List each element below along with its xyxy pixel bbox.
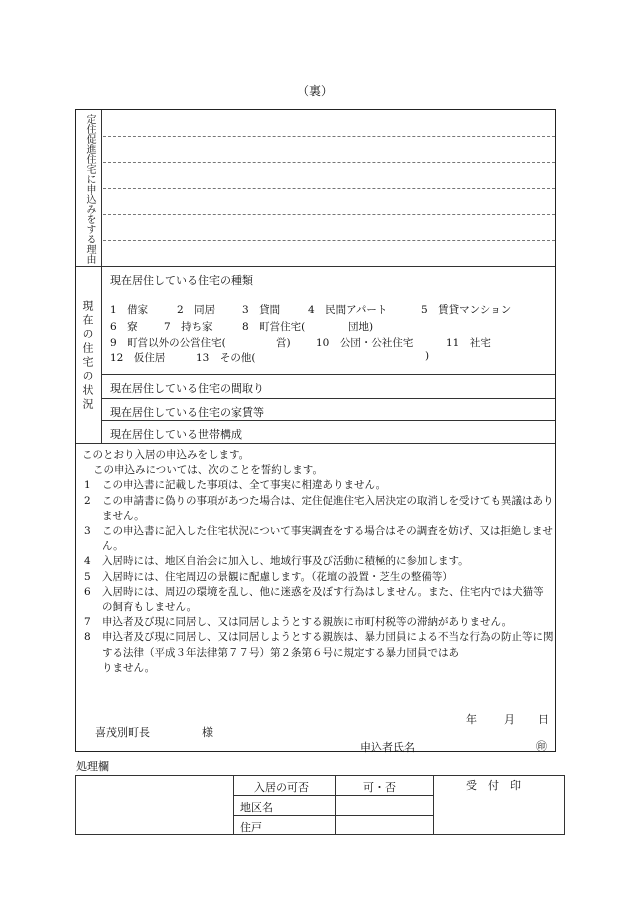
proc-row-label: 地区名 xyxy=(240,801,273,814)
reason-line-3[interactable] xyxy=(103,188,555,189)
page-title: （裏） xyxy=(296,84,333,98)
proc-row-divider-2 xyxy=(233,815,433,816)
reason-line-2[interactable] xyxy=(103,162,555,163)
proc-row-label: 入居の可否 xyxy=(254,781,309,794)
proc-col-divider-1 xyxy=(233,775,234,835)
option-2[interactable]: 2 同居 xyxy=(177,304,216,316)
proc-col-divider-3 xyxy=(433,775,434,835)
date-month[interactable]: 月 xyxy=(504,713,515,726)
seal-mark: ㊞ xyxy=(536,740,547,753)
layout-label: 現在居住している住宅の間取り xyxy=(110,382,264,395)
applicant-name-label: 申込者氏名 xyxy=(360,741,415,754)
pledge-item: 4 入居時には、地区自治会に加入し、地域行事及び活動に積極的に参加します。 xyxy=(84,555,469,568)
pledge-tail: りません。 xyxy=(102,661,156,674)
option-8-suffix: 団地) xyxy=(348,321,374,333)
housing-section-label: 現在の住宅の状況 xyxy=(81,300,94,412)
option-11[interactable]: 11 社宅 xyxy=(446,337,491,349)
reason-line-5[interactable] xyxy=(103,240,555,241)
household-label: 現在居住している世帯構成 xyxy=(110,428,242,441)
housing-types-heading: 現在居住している住宅の種類 xyxy=(110,274,253,287)
proc-col-divider-2 xyxy=(335,775,336,835)
date-year[interactable]: 年 xyxy=(466,713,477,726)
section-divider-2 xyxy=(76,443,555,444)
pledge-intro-2: この申込みについては、次のことを誓約します。 xyxy=(93,464,323,477)
pledge-item: 1 この申込書に記載した事項は、全て事実に相違ありません。 xyxy=(84,479,387,492)
pledge-intro-1: このとおり入居の申込みをします。 xyxy=(82,449,250,461)
row-divider-layout xyxy=(101,374,555,375)
option-4[interactable]: 4 民間アパート xyxy=(308,304,388,316)
reason-line-4[interactable] xyxy=(103,214,555,215)
option-8[interactable]: 8 町営住宅( xyxy=(242,321,306,333)
pledge-item: 8 申込者及び現に同居し、又は同居しようとする親族は、暴力団員による不当な行為の防止等に関する法律（平成３年法律第７７号）第２条第６号に規定する暴力団員ではあ xyxy=(84,631,554,659)
pledge-item: 7 申込者及び現に同居し、又は同居しようとする親族に市町村税等の滞納がありません。 xyxy=(84,616,513,629)
section-divider-1 xyxy=(76,266,555,267)
addressee-honorific: 様 xyxy=(202,726,213,739)
reception-stamp-label: 受 付 印 xyxy=(466,779,521,792)
proc-row-value[interactable]: 可・否 xyxy=(363,781,396,794)
row-divider-rent xyxy=(101,398,555,399)
applicant-name-field[interactable] xyxy=(420,751,530,752)
option-6[interactable]: 6 寮 xyxy=(110,321,138,333)
row-divider-household xyxy=(101,420,555,421)
option-12[interactable]: 12 仮住居 xyxy=(110,352,166,364)
option-9[interactable]: 9 町営以外の公営住宅( xyxy=(110,337,226,349)
option-10[interactable]: 10 公団・公社住宅 xyxy=(316,337,414,349)
option-5[interactable]: 5 賃貸マンション xyxy=(421,304,512,316)
proc-row-divider-1 xyxy=(233,795,433,796)
option-9-suffix: 営) xyxy=(276,337,291,349)
pledge-item: 3 この申込書に記入した住宅状況について事実調査をする場合はその調査を妨げ、又は拒絶しません。 xyxy=(84,525,553,553)
option-1[interactable]: 1 借家 xyxy=(110,304,149,316)
label-column-divider xyxy=(101,110,102,443)
pledge-item: 2 この申請書に偽りの事項があつた場合は、定住促進住宅入居決定の取消しを受けても異議はありません。 xyxy=(84,494,554,522)
option-7[interactable]: 7 持ち家 xyxy=(164,321,213,333)
addressee: 喜茂別町長 xyxy=(95,726,150,739)
pledge-item: 6 入居時には、周辺の環境を乱し、他に迷惑を及ぼす行為はしません。また、住宅内では犬猫等の飼育もしません。 xyxy=(84,585,544,614)
reason-line-1[interactable] xyxy=(103,136,555,137)
pledge-block xyxy=(82,448,554,676)
rent-label: 現在居住している住宅の家賃等 xyxy=(110,406,264,419)
option-13-suffix: ) xyxy=(425,350,430,362)
pledge-item: 5 入居時には、住宅周辺の景観に配慮します。（花壇の設置・芝生の整備等） xyxy=(84,570,453,583)
option-3[interactable]: 3 貸間 xyxy=(242,304,281,316)
option-13[interactable]: 13 その他( xyxy=(196,352,256,364)
reason-section-label: 定住促進住宅に申込みをする理由 xyxy=(84,114,95,264)
processing-label: 処理欄 xyxy=(76,760,109,773)
proc-row-label: 住戸 xyxy=(240,821,262,834)
date-day[interactable]: 日 xyxy=(538,713,549,726)
